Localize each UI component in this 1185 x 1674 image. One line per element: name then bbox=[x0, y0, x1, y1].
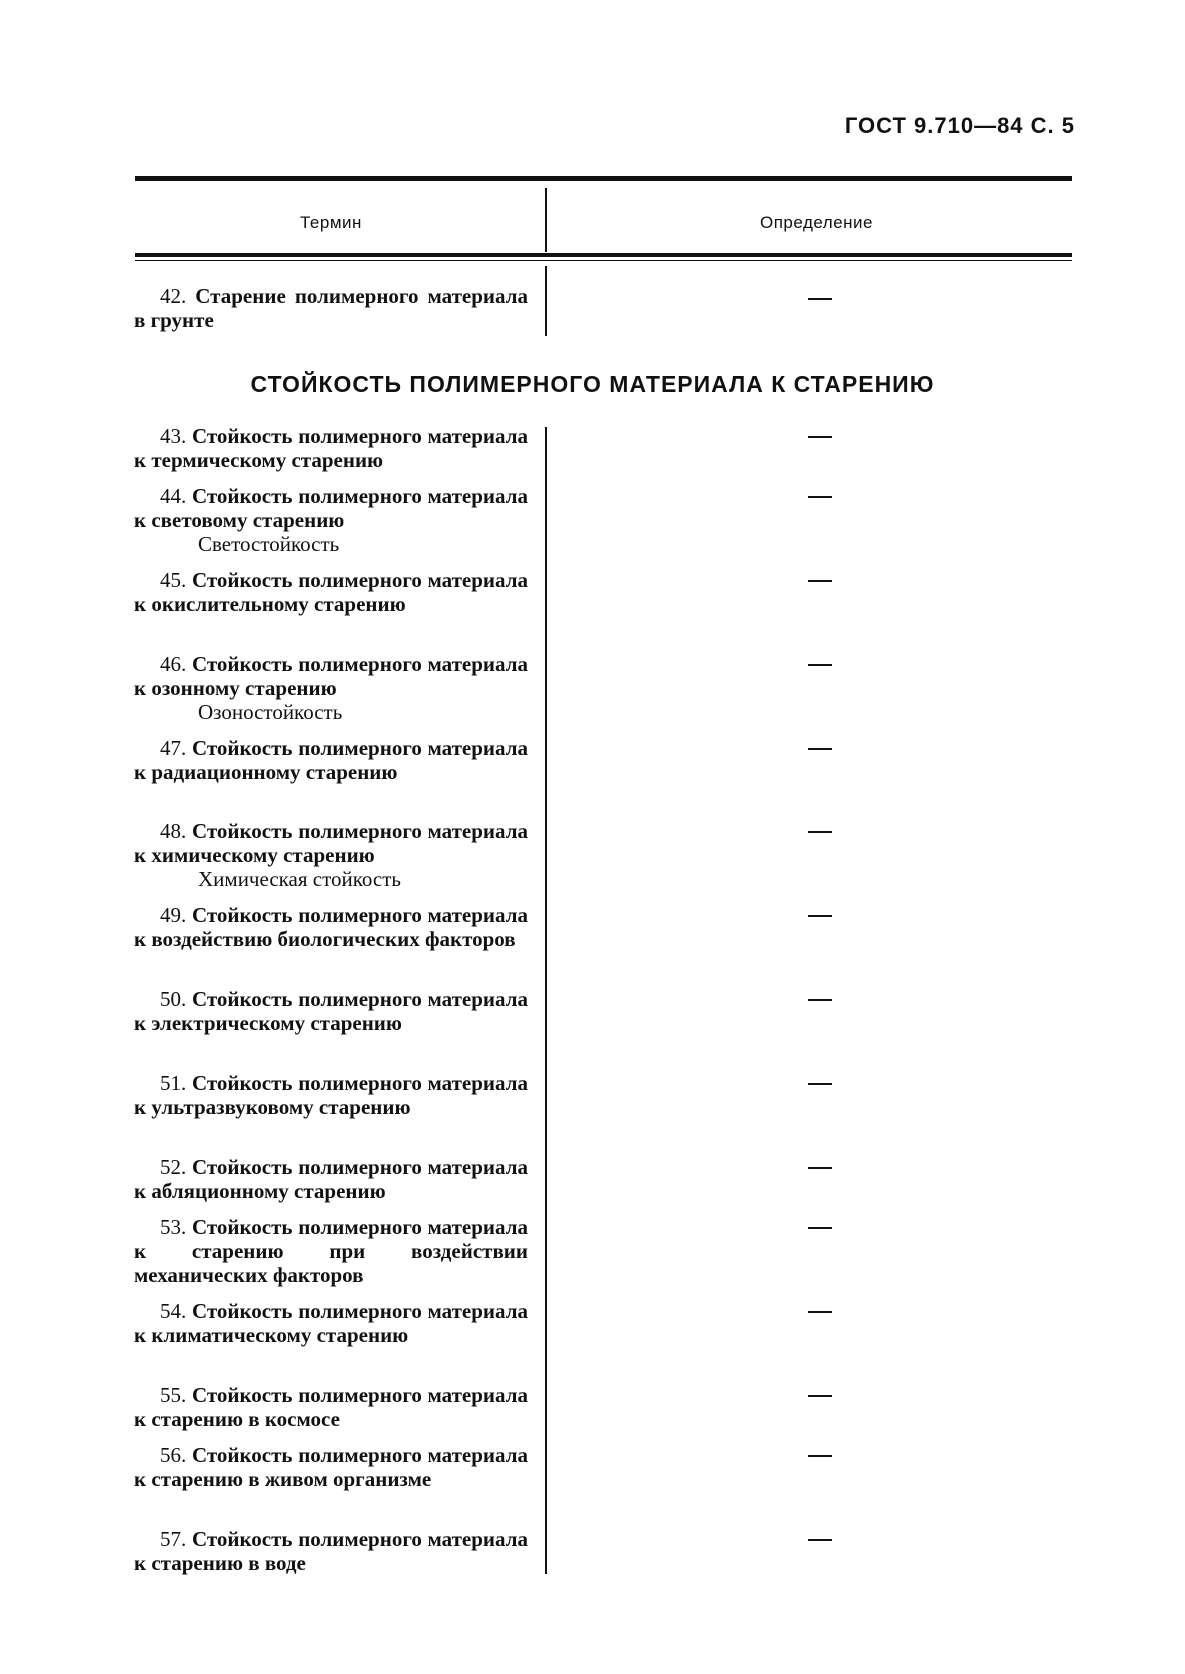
term-text: Стойкость полимерного материала к воздействию биологических факторов bbox=[134, 903, 529, 951]
term-number: 43. bbox=[160, 424, 187, 448]
term-row bbox=[134, 1443, 528, 1491]
term-number: 53. bbox=[160, 1215, 187, 1239]
term-text: Стойкость полимерного материала к термическому старению bbox=[134, 424, 529, 472]
term-number: 44. bbox=[160, 484, 187, 508]
term-row bbox=[134, 1071, 528, 1119]
term-text: Стойкость полимерного материала к старению в воде bbox=[134, 1527, 529, 1575]
definition-dash bbox=[808, 496, 832, 498]
term-row bbox=[134, 1299, 528, 1347]
term-text: Стойкость полимерного материала к абляционному старению bbox=[134, 1155, 529, 1203]
definition-dash bbox=[808, 999, 832, 1001]
term-text: Стойкость полимерного материала к климатическому старению bbox=[134, 1299, 529, 1347]
term-row bbox=[134, 1383, 528, 1431]
term-text: Стойкость полимерного материала к электрическому старению bbox=[134, 987, 529, 1035]
term-text: Стойкость полимерного материала к ультразвуковому старению bbox=[134, 1071, 529, 1119]
definition-dash bbox=[808, 1455, 832, 1457]
term-number: 54. bbox=[160, 1299, 187, 1323]
definition-dash bbox=[808, 436, 832, 438]
term-row bbox=[134, 736, 528, 784]
term-synonym: Светостойкость bbox=[198, 532, 340, 556]
term-number: 42. bbox=[160, 284, 187, 308]
definition-dash bbox=[808, 748, 832, 750]
table-header-thin-rule bbox=[135, 260, 1072, 261]
term-row-42 bbox=[134, 284, 528, 332]
term-number: 48. bbox=[160, 819, 187, 843]
table-column-divider bbox=[545, 427, 547, 1574]
row42-column-divider bbox=[545, 266, 547, 336]
definition-dash bbox=[808, 298, 832, 300]
document-page-header: ГОСТ 9.710—84 С. 5 bbox=[844, 113, 1075, 138]
term-row bbox=[134, 1215, 528, 1287]
term-number: 45. bbox=[160, 568, 187, 592]
term-text: Стойкость полимерного материала к радиационному старению bbox=[134, 736, 529, 784]
table-top-rule bbox=[135, 176, 1072, 181]
definition-dash bbox=[808, 1311, 832, 1313]
term-text: Стойкость полимерного материала к старению в живом организме bbox=[134, 1443, 529, 1491]
term-number: 57. bbox=[160, 1527, 187, 1551]
term-number: 49. bbox=[160, 903, 187, 927]
term-number: 51. bbox=[160, 1071, 187, 1095]
term-text: Стойкость полимерного материала к старению в космосе bbox=[134, 1383, 529, 1431]
definition-dash bbox=[808, 1395, 832, 1397]
term-text: Старение полимерного материала в грунте bbox=[134, 284, 528, 332]
term-synonym: Химическая стойкость bbox=[198, 867, 401, 891]
term-text: Стойкость полимерного материала к окислительному старению bbox=[134, 568, 529, 616]
term-synonym: Озоностойкость bbox=[198, 700, 343, 724]
table-header-rule bbox=[135, 253, 1072, 257]
term-number: 50. bbox=[160, 987, 187, 1011]
term-number: 47. bbox=[160, 736, 187, 760]
term-row bbox=[134, 424, 528, 472]
term-row bbox=[134, 819, 528, 891]
term-row bbox=[134, 1527, 528, 1575]
term-row bbox=[134, 484, 528, 556]
definition-dash bbox=[808, 831, 832, 833]
definition-dash bbox=[808, 1167, 832, 1169]
term-row bbox=[134, 987, 528, 1035]
term-text: Стойкость полимерного материала к старению при воздействии механических факторов bbox=[134, 1215, 529, 1287]
term-text: Стойкость полимерного материала к озонному старению bbox=[134, 652, 529, 700]
term-number: 46. bbox=[160, 652, 187, 676]
term-text: Стойкость полимерного материала к химическому старению bbox=[134, 819, 529, 867]
section-title: СТОЙКОСТЬ ПОЛИМЕРНОГО МАТЕРИАЛА К СТАРЕНИЮ bbox=[250, 371, 935, 397]
term-row bbox=[134, 1155, 528, 1203]
definition-dash bbox=[808, 915, 832, 917]
term-number: 55. bbox=[160, 1383, 187, 1407]
definition-dash bbox=[808, 1539, 832, 1541]
term-row bbox=[134, 568, 528, 616]
term-row bbox=[134, 652, 528, 724]
definition-dash bbox=[808, 580, 832, 582]
definition-column-header: Определение bbox=[760, 213, 873, 232]
definition-dash bbox=[808, 664, 832, 666]
definition-dash bbox=[808, 1227, 832, 1229]
definition-dash bbox=[808, 1083, 832, 1085]
term-text: Стойкость полимерного материала к световому старению bbox=[134, 484, 529, 532]
term-row bbox=[134, 903, 528, 951]
term-column-header: Термин bbox=[300, 213, 362, 232]
term-number: 52. bbox=[160, 1155, 187, 1179]
term-number: 56. bbox=[160, 1443, 187, 1467]
header-column-divider bbox=[545, 188, 547, 252]
